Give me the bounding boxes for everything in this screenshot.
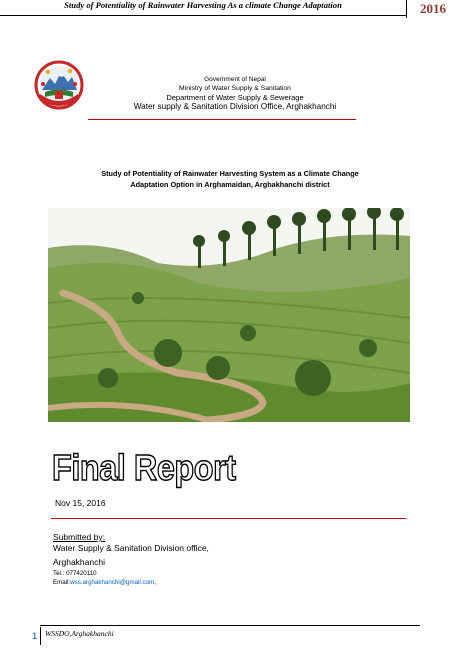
date-rule bbox=[51, 518, 406, 519]
footer-rule bbox=[40, 625, 420, 626]
report-title: Final Report bbox=[52, 447, 236, 488]
footer-text: WSSDO,Arghakhanchi bbox=[45, 629, 114, 638]
study-title-line2: Adaptation Option in Arghamaidan, Arghakhanchi district bbox=[130, 180, 330, 189]
header-title: Study of Potentiality of Rainwater Harvesting As a climate Change Adaptation bbox=[64, 0, 342, 10]
study-title bbox=[70, 168, 390, 190]
page-number: 1 bbox=[25, 627, 41, 645]
submitted-by-heading: Submitted by: bbox=[53, 532, 105, 542]
submitter-email-line bbox=[53, 579, 156, 586]
header-year: 2016 bbox=[420, 1, 446, 16]
submitter-telephone: Tel.: 077420110 bbox=[53, 570, 97, 577]
email-suffix: , bbox=[154, 579, 156, 586]
email-label: Email: bbox=[53, 579, 71, 586]
division-office-line: Water supply & Sanitation Division Office, Arghakhanchi bbox=[133, 102, 337, 111]
ministry-line: Ministry of Water Supply & Sanitation bbox=[179, 85, 291, 92]
government-rule bbox=[88, 119, 356, 120]
nepal-emblem-icon bbox=[34, 60, 84, 110]
government-line: Government of Nepal bbox=[204, 76, 266, 83]
header-rule bbox=[0, 15, 407, 16]
submitter-district: Arghakhanchi bbox=[53, 557, 105, 567]
report-date: Nov 15, 2016 bbox=[55, 498, 106, 508]
department-line: Department of Water Supply & Sewerage bbox=[166, 93, 304, 102]
email-link[interactable]: wss.arghakhanchi@gmail.com bbox=[70, 579, 155, 586]
submitter-office: Water Supply & Sanitation Division office, bbox=[53, 543, 209, 553]
study-title-line1: Study of Potentiality of Rainwater Harvesting System as a Climate Change bbox=[101, 169, 359, 178]
cover-photo bbox=[48, 208, 410, 422]
